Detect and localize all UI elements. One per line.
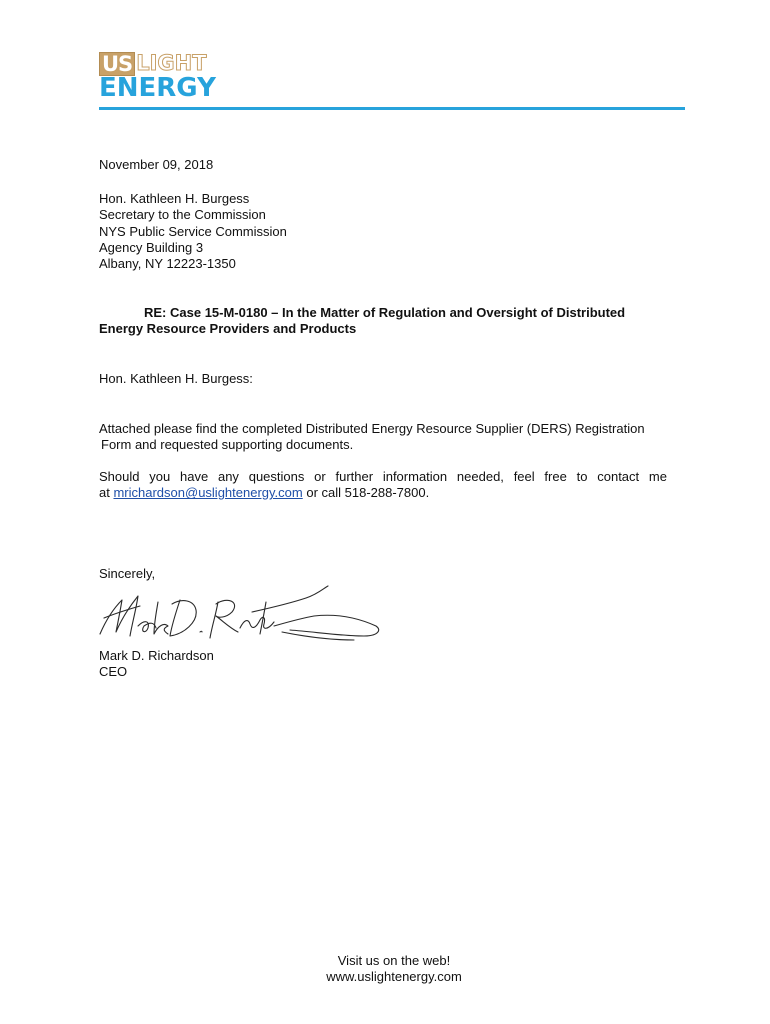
paragraph-line: Should you have any questions or further information needed, feel free to contact me: [99, 469, 667, 484]
paragraph-line: Form and requested supporting documents.: [101, 437, 354, 453]
handwritten-signature: [92, 582, 392, 652]
email-link[interactable]: mrichardson@uslightenergy.com: [113, 485, 303, 501]
signer-title: CEO: [99, 664, 128, 680]
recipient-line: Secretary to the Commission: [99, 207, 266, 223]
recipient-line: Hon. Kathleen H. Burgess: [99, 191, 250, 206]
company-logo: [99, 52, 229, 104]
letter-date: November 09, 2018: [99, 157, 214, 172]
paragraph-text: at: [99, 485, 114, 501]
logo-light-word: LIGHT: [136, 51, 207, 75]
recipient-line: Agency Building 3: [99, 239, 204, 255]
body-paragraph-2: [99, 469, 684, 502]
logo-energy-word: ENERGY: [99, 73, 216, 103]
header-rule: [99, 107, 685, 110]
footer: [0, 953, 770, 986]
recipient-line: NYS Public Service Commission: [99, 223, 287, 239]
recipient-address: [99, 191, 287, 272]
footer-tagline: Visit us on the web!: [337, 953, 451, 968]
footer-website-link[interactable]: www.uslightenergy.com: [326, 969, 462, 985]
signer-name: Mark D. Richardson: [99, 648, 214, 663]
paragraph-line: Attached please find the completed Distributed Energy Resource Supplier (DERS) Registration: [99, 421, 645, 436]
recipient-line: Albany, NY 12223-1350: [99, 256, 236, 272]
closing: Sincerely,: [99, 566, 156, 581]
signer-block: [99, 648, 214, 681]
subject-line-1: RE: Case 15-M-0180 – In the Matter of Regulation and Oversight of Distributed: [144, 305, 626, 320]
paragraph-line: [99, 485, 684, 501]
subject-line: [99, 305, 679, 338]
paragraph-text: or call 518-288-7800.: [302, 485, 430, 501]
subject-line-2: Energy Resource Providers and Products: [99, 321, 357, 337]
body-paragraph-1: [99, 421, 684, 454]
salutation: Hon. Kathleen H. Burgess:: [99, 371, 253, 386]
logo-us-badge: US: [99, 52, 135, 76]
